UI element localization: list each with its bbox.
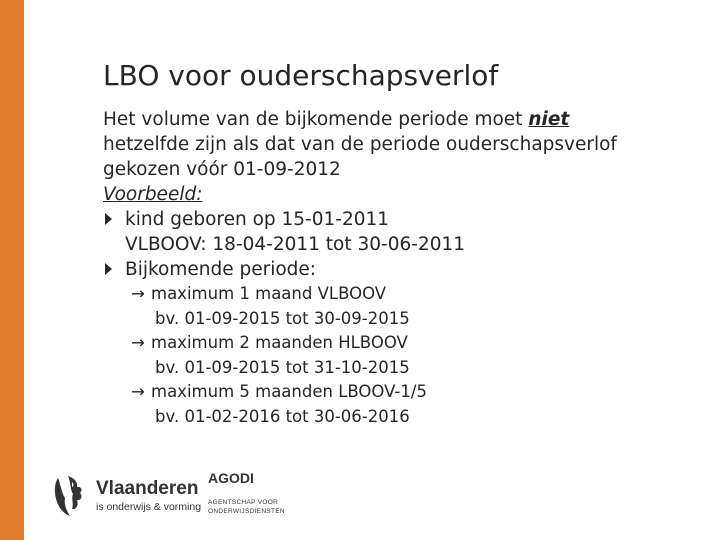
slide-body	[103, 107, 703, 429]
bullet-additional-period	[103, 257, 703, 282]
flemish-lion-icon	[52, 472, 86, 518]
intro-line-3-text: gekozen vóór 01-09-2012	[103, 159, 341, 180]
slide-title: LBO voor ouderschapsverlof	[103, 59, 499, 92]
triangle-bullet-icon	[105, 213, 112, 225]
accent-bar	[0, 0, 24, 540]
agodi-tagline	[208, 498, 285, 516]
right-arrow-icon: →	[131, 284, 145, 303]
intro-text: Het volume van de bijkomende periode moet	[103, 109, 529, 130]
option-row	[103, 282, 703, 307]
right-arrow-icon: →	[131, 382, 145, 401]
intro-emphasis: niet	[528, 109, 570, 130]
option-text: maximum 5 maanden LBOOV-1/5	[151, 382, 427, 401]
bullet-text: Bijkomende periode:	[125, 259, 317, 280]
right-arrow-icon: →	[131, 333, 145, 352]
option-example: bv. 01-02-2016 tot 30-06-2016	[155, 406, 410, 426]
bullet-child-birth	[103, 207, 703, 232]
option-text: maximum 2 maanden HLBOOV	[151, 333, 408, 352]
intro-line-2: hetzelfde zijn als dat van de periode ouderschapsverlof	[103, 134, 617, 155]
bullet-continuation: VLBOOV: 18-04-2011 tot 30-06-2011	[125, 234, 466, 255]
vlaanderen-tagline: is onderwijs & vorming	[96, 501, 202, 513]
option-example: bv. 01-09-2015 tot 31-10-2015	[155, 357, 410, 377]
option-example: bv. 01-09-2015 tot 30-09-2015	[155, 308, 410, 328]
footer-logos	[52, 468, 312, 524]
agodi-tagline-line-1: AGENTSCHAP VOOR	[208, 499, 279, 506]
option-text: maximum 1 maand VLBOOV	[151, 284, 387, 303]
vlaanderen-logo-text: Vlaanderen	[96, 478, 199, 499]
bullet-text: kind geboren op 15-01-2011	[125, 209, 390, 230]
agodi-tagline-line-2: ONDERWIJSDIENSTEN	[208, 508, 285, 515]
intro-line-3	[103, 157, 703, 182]
agodi-logo-text: AGODI	[208, 470, 254, 486]
option-row	[103, 380, 703, 405]
triangle-bullet-icon	[105, 263, 112, 275]
example-label: Voorbeeld:	[103, 184, 203, 205]
option-row	[103, 331, 703, 356]
intro-line-1	[103, 107, 703, 132]
options-list	[103, 282, 703, 429]
